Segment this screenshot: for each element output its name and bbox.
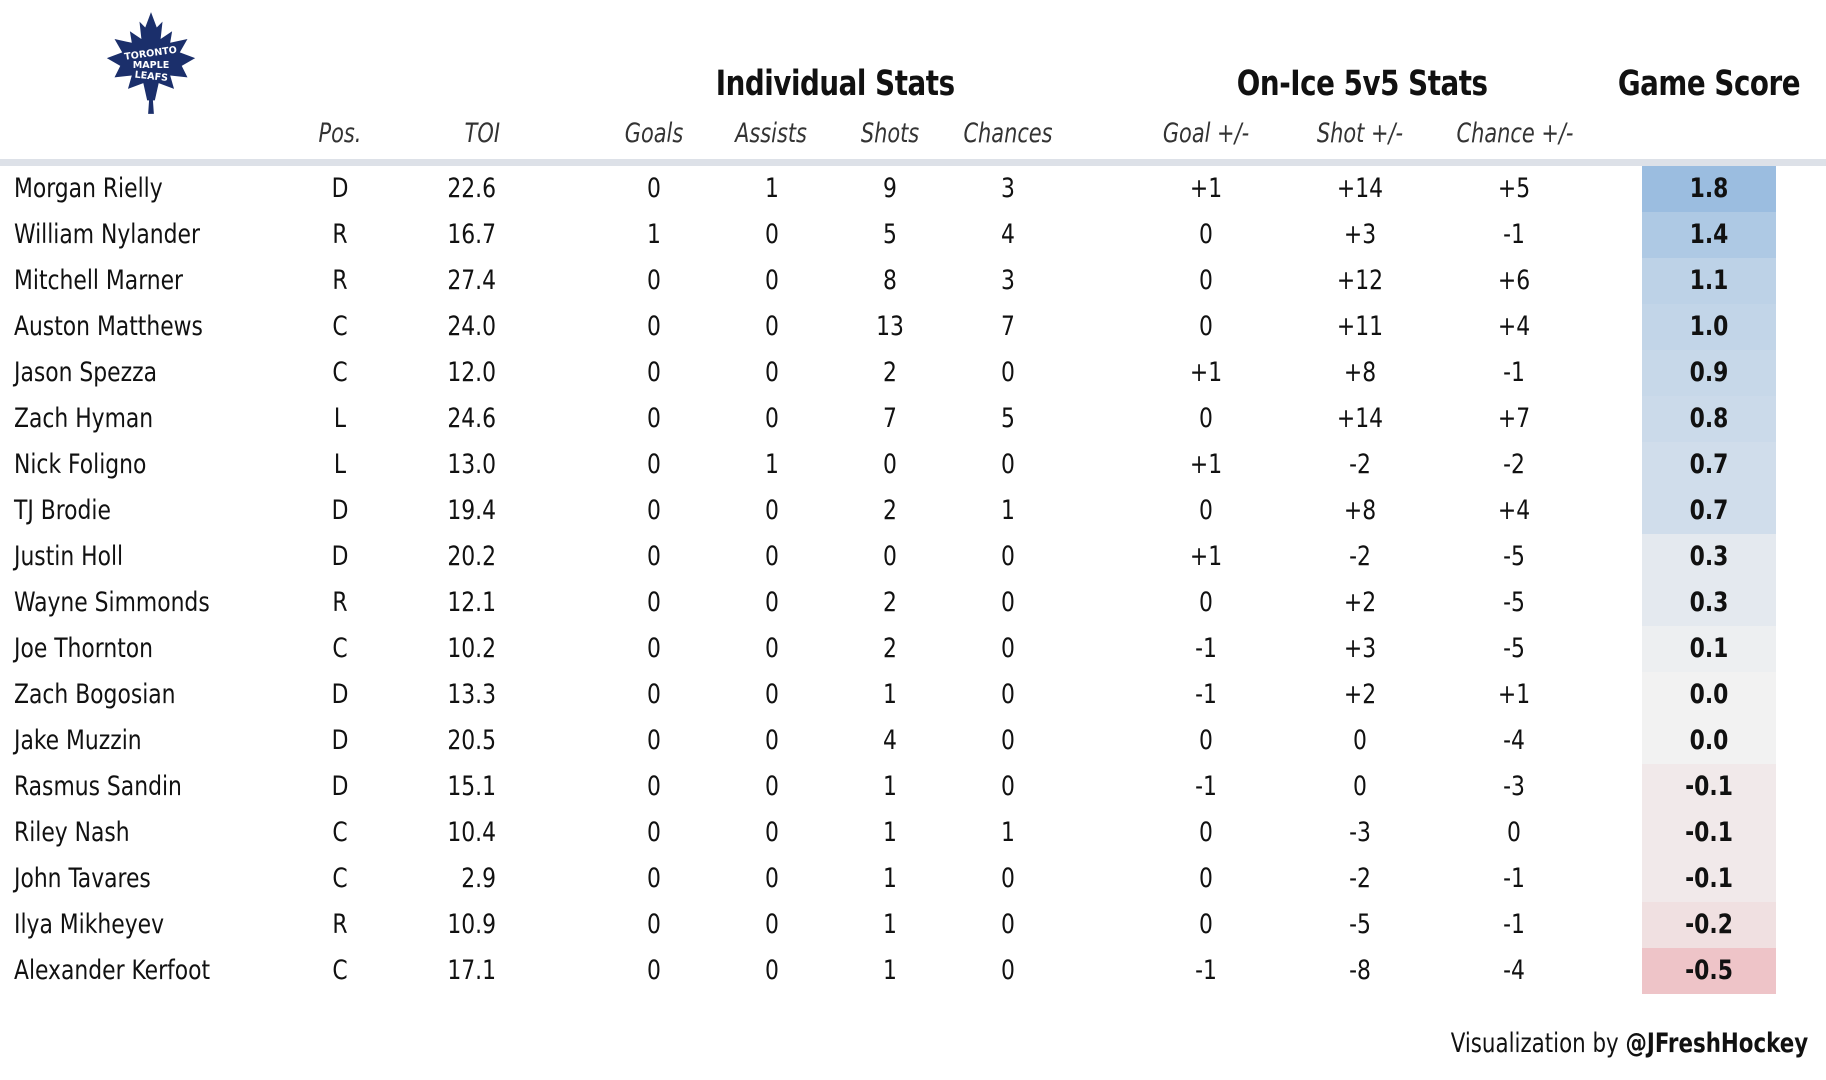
game-score-value: 1.8: [1689, 173, 1729, 204]
cell-shot-pm: +8: [1343, 357, 1377, 388]
cell-shot-pm: +14: [1336, 173, 1384, 204]
cell-pos: D: [331, 495, 349, 526]
cell-assists: 0: [765, 495, 779, 526]
table-row: [0, 948, 1826, 994]
cell-shots: 5: [883, 219, 897, 250]
table-row: [0, 488, 1826, 534]
cell-name: Nick Foligno: [14, 449, 147, 480]
cell-goals: 0: [647, 403, 661, 434]
cell-chance-pm: -5: [1503, 541, 1525, 572]
cell-goals: 0: [647, 863, 661, 894]
cell-assists: 0: [765, 587, 779, 618]
cell-chance-pm: +1: [1497, 679, 1531, 710]
credit-handle: @JFreshHockey: [1625, 1028, 1808, 1059]
cell-chance-pm: -4: [1503, 955, 1525, 986]
cell-chance-pm: +4: [1497, 495, 1531, 526]
cell-chances: 0: [1001, 909, 1015, 940]
table-row: [0, 580, 1826, 626]
table-row: [0, 902, 1826, 948]
cell-assists: 0: [765, 725, 779, 756]
game-score-value: -0.1: [1685, 771, 1733, 802]
cell-goal-pm: 0: [1199, 403, 1213, 434]
cell-assists: 0: [765, 633, 779, 664]
cell-assists: 0: [765, 955, 779, 986]
cell-goal-pm: -1: [1195, 679, 1217, 710]
cell-pos: R: [332, 219, 348, 250]
game-score-value: 1.1: [1689, 265, 1729, 296]
game-score-value: -0.2: [1685, 909, 1733, 940]
cell-goal-pm: -1: [1195, 771, 1217, 802]
cell-goal-pm: -1: [1195, 955, 1217, 986]
cell-shots: 1: [883, 679, 897, 710]
col-header-pos: Pos.: [318, 118, 362, 149]
cell-name: Rasmus Sandin: [14, 771, 182, 802]
cell-assists: 0: [765, 357, 779, 388]
cell-name: Justin Holl: [14, 541, 124, 572]
credit-line: [1451, 1028, 1808, 1059]
cell-assists: 0: [765, 909, 779, 940]
cell-name: Mitchell Marner: [14, 265, 184, 296]
cell-toi: 13.3: [447, 679, 496, 710]
cell-shot-pm: +11: [1336, 311, 1384, 342]
cell-goal-pm: 0: [1199, 725, 1213, 756]
table-row: [0, 534, 1826, 580]
table-row: [0, 672, 1826, 718]
cell-goal-pm: 0: [1199, 863, 1213, 894]
cell-chance-pm: -1: [1503, 909, 1525, 940]
col-header-toi: TOI: [464, 118, 500, 149]
cell-assists: 1: [765, 173, 779, 204]
logo-line-2: MAPLE: [132, 59, 170, 71]
cell-assists: 0: [765, 771, 779, 802]
cell-goals: 0: [647, 449, 661, 480]
cell-shot-pm: +3: [1343, 219, 1377, 250]
cell-shots: 8: [883, 265, 897, 296]
cell-pos: C: [332, 863, 348, 894]
cell-shots: 2: [883, 357, 897, 388]
header-divider: [0, 159, 1826, 166]
cell-assists: 0: [765, 219, 779, 250]
cell-chance-pm: -5: [1503, 633, 1525, 664]
cell-chances: 4: [1001, 219, 1015, 250]
game-score-value: 1.4: [1689, 219, 1729, 250]
cell-shot-pm: -5: [1349, 909, 1371, 940]
table-row: [0, 626, 1826, 672]
cell-goals: 0: [647, 725, 661, 756]
cell-toi: 12.0: [447, 357, 496, 388]
cell-goal-pm: +1: [1189, 541, 1223, 572]
col-header-goal-pm: Goal +/-: [1162, 118, 1250, 149]
table-row: [0, 764, 1826, 810]
cell-chances: 0: [1001, 587, 1015, 618]
cell-goal-pm: 0: [1199, 219, 1213, 250]
cell-pos: D: [331, 173, 349, 204]
game-score-value: 0.3: [1689, 541, 1729, 572]
cell-chance-pm: -1: [1503, 357, 1525, 388]
cell-pos: R: [332, 265, 348, 296]
cell-shot-pm: 0: [1353, 725, 1367, 756]
col-header-shot-pm: Shot +/-: [1316, 118, 1404, 149]
cell-assists: 0: [765, 265, 779, 296]
cell-pos: C: [332, 633, 348, 664]
game-score-value: 0.0: [1689, 679, 1729, 710]
cell-goal-pm: 0: [1199, 311, 1213, 342]
cell-goals: 0: [647, 311, 661, 342]
cell-assists: 0: [765, 541, 779, 572]
cell-name: Riley Nash: [14, 817, 130, 848]
cell-chances: 5: [1001, 403, 1015, 434]
cell-shots: 1: [883, 817, 897, 848]
cell-shot-pm: +8: [1343, 495, 1377, 526]
cell-shots: 4: [883, 725, 897, 756]
cell-pos: C: [332, 311, 348, 342]
cell-shot-pm: +3: [1343, 633, 1377, 664]
cell-chances: 0: [1001, 955, 1015, 986]
game-score-header: Game Score: [1617, 64, 1801, 104]
cell-goals: 0: [647, 955, 661, 986]
maple-leafs-logo: [103, 10, 199, 114]
cell-name: William Nylander: [14, 219, 200, 250]
cell-goal-pm: +1: [1189, 173, 1223, 204]
cell-pos: C: [332, 955, 348, 986]
cell-goals: 0: [647, 495, 661, 526]
cell-toi: 17.1: [447, 955, 496, 986]
table-row: [0, 304, 1826, 350]
cell-shot-pm: -2: [1349, 449, 1371, 480]
cell-goals: 0: [647, 633, 661, 664]
game-score-value: -0.1: [1685, 863, 1733, 894]
cell-chances: 0: [1001, 725, 1015, 756]
cell-chances: 0: [1001, 679, 1015, 710]
cell-name: Jason Spezza: [14, 357, 157, 388]
game-score-value: 0.7: [1689, 495, 1729, 526]
cell-chances: 3: [1001, 173, 1015, 204]
cell-chance-pm: -3: [1503, 771, 1525, 802]
table-row: [0, 718, 1826, 764]
cell-goals: 0: [647, 587, 661, 618]
cell-name: Alexander Kerfoot: [14, 955, 211, 986]
cell-goals: 0: [647, 771, 661, 802]
cell-toi: 13.0: [447, 449, 496, 480]
cell-name: Zach Bogosian: [14, 679, 176, 710]
game-score-value: -0.5: [1685, 955, 1733, 986]
cell-toi: 20.5: [447, 725, 496, 756]
cell-chances: 1: [1001, 495, 1015, 526]
cell-chance-pm: -1: [1503, 219, 1525, 250]
cell-goals: 0: [647, 679, 661, 710]
cell-goal-pm: 0: [1199, 587, 1213, 618]
cell-shot-pm: 0: [1353, 771, 1367, 802]
cell-name: Zach Hyman: [14, 403, 154, 434]
cell-chances: 0: [1001, 771, 1015, 802]
table-row: [0, 856, 1826, 902]
col-header-chance-pm: Chance +/-: [1456, 118, 1574, 149]
game-score-value: -0.1: [1685, 817, 1733, 848]
cell-name: John Tavares: [14, 863, 151, 894]
cell-goal-pm: 0: [1199, 495, 1213, 526]
cell-toi: 2.9: [461, 863, 496, 894]
cell-shots: 2: [883, 633, 897, 664]
cell-goal-pm: 0: [1199, 909, 1213, 940]
cell-shot-pm: +2: [1343, 587, 1377, 618]
cell-toi: 24.0: [447, 311, 496, 342]
cell-chance-pm: -2: [1503, 449, 1525, 480]
cell-shot-pm: -2: [1349, 541, 1371, 572]
cell-shot-pm: -8: [1349, 955, 1371, 986]
cell-goal-pm: -1: [1195, 633, 1217, 664]
cell-goals: 0: [647, 357, 661, 388]
col-header-goals: Goals: [624, 118, 684, 149]
cell-pos: D: [331, 541, 349, 572]
cell-pos: L: [333, 449, 347, 480]
cell-chance-pm: -4: [1503, 725, 1525, 756]
cell-toi: 22.6: [447, 173, 496, 204]
cell-shot-pm: +12: [1336, 265, 1384, 296]
cell-name: Morgan Rielly: [14, 173, 163, 204]
cell-shot-pm: -3: [1349, 817, 1371, 848]
cell-name: Joe Thornton: [14, 633, 154, 664]
table-row: [0, 810, 1826, 856]
cell-toi: 10.4: [447, 817, 496, 848]
game-score-value: 0.9: [1689, 357, 1729, 388]
cell-goal-pm: 0: [1199, 265, 1213, 296]
cell-pos: L: [333, 403, 347, 434]
cell-pos: R: [332, 909, 348, 940]
col-header-assists: Assists: [735, 118, 807, 149]
cell-assists: 0: [765, 817, 779, 848]
cell-assists: 0: [765, 311, 779, 342]
game-score-value: 0.8: [1689, 403, 1729, 434]
cell-shots: 0: [883, 449, 897, 480]
cell-name: Ilya Mikheyev: [14, 909, 165, 940]
cell-assists: 0: [765, 863, 779, 894]
cell-name: Auston Matthews: [14, 311, 203, 342]
onice-stats-header: On-Ice 5v5 Stats: [1236, 64, 1488, 104]
cell-shots: 13: [876, 311, 904, 342]
cell-chance-pm: +5: [1497, 173, 1531, 204]
cell-toi: 10.2: [447, 633, 496, 664]
cell-pos: C: [332, 357, 348, 388]
cell-chance-pm: 0: [1507, 817, 1521, 848]
cell-shot-pm: +2: [1343, 679, 1377, 710]
col-header-chances: Chances: [963, 118, 1053, 149]
cell-toi: 12.1: [447, 587, 496, 618]
table-row: [0, 258, 1826, 304]
cell-chance-pm: +4: [1497, 311, 1531, 342]
game-score-value: 0.3: [1689, 587, 1729, 618]
cell-shot-pm: -2: [1349, 863, 1371, 894]
cell-shots: 0: [883, 541, 897, 572]
cell-assists: 1: [765, 449, 779, 480]
cell-shot-pm: +14: [1336, 403, 1384, 434]
cell-assists: 0: [765, 679, 779, 710]
table-row: [0, 212, 1826, 258]
cell-chances: 0: [1001, 541, 1015, 572]
cell-goal-pm: +1: [1189, 449, 1223, 480]
cell-name: Jake Muzzin: [14, 725, 142, 756]
cell-name: TJ Brodie: [14, 495, 111, 526]
logo-line-3: LEAFS: [134, 69, 169, 85]
cell-chances: 0: [1001, 633, 1015, 664]
logo-line-1: TORONTO: [123, 44, 178, 63]
cell-toi: 16.7: [447, 219, 496, 250]
cell-toi: 15.1: [447, 771, 496, 802]
cell-shots: 9: [883, 173, 897, 204]
cell-chances: 0: [1001, 449, 1015, 480]
game-score-value: 0.1: [1689, 633, 1729, 664]
cell-pos: D: [331, 679, 349, 710]
cell-toi: 27.4: [447, 265, 496, 296]
table-row: [0, 166, 1826, 212]
cell-chances: 0: [1001, 863, 1015, 894]
cell-chances: 1: [1001, 817, 1015, 848]
table-row: [0, 350, 1826, 396]
cell-goals: 1: [647, 219, 661, 250]
cell-chance-pm: +7: [1497, 403, 1531, 434]
cell-chance-pm: +6: [1497, 265, 1531, 296]
cell-toi: 20.2: [447, 541, 496, 572]
cell-goals: 0: [647, 909, 661, 940]
game-score-value: 1.0: [1689, 311, 1729, 342]
cell-chances: 3: [1001, 265, 1015, 296]
cell-shots: 1: [883, 955, 897, 986]
cell-pos: C: [332, 817, 348, 848]
cell-chances: 0: [1001, 357, 1015, 388]
credit-prefix: Visualization by: [1450, 1028, 1626, 1059]
cell-goals: 0: [647, 173, 661, 204]
cell-shots: 1: [883, 771, 897, 802]
cell-pos: D: [331, 725, 349, 756]
game-score-value: 0.7: [1689, 449, 1729, 480]
cell-pos: R: [332, 587, 348, 618]
cell-toi: 24.6: [447, 403, 496, 434]
cell-shots: 1: [883, 863, 897, 894]
cell-goals: 0: [647, 541, 661, 572]
cell-chance-pm: -5: [1503, 587, 1525, 618]
cell-assists: 0: [765, 403, 779, 434]
cell-goals: 0: [647, 817, 661, 848]
cell-goal-pm: 0: [1199, 817, 1213, 848]
cell-chance-pm: -1: [1503, 863, 1525, 894]
individual-stats-header: Individual Stats: [715, 64, 955, 104]
cell-shots: 2: [883, 587, 897, 618]
cell-shots: 7: [883, 403, 897, 434]
cell-shots: 2: [883, 495, 897, 526]
cell-chances: 7: [1001, 311, 1015, 342]
table-row: [0, 396, 1826, 442]
cell-toi: 19.4: [447, 495, 496, 526]
game-score-value: 0.0: [1689, 725, 1729, 756]
cell-goals: 0: [647, 265, 661, 296]
col-header-shots: Shots: [860, 118, 920, 149]
cell-shots: 1: [883, 909, 897, 940]
cell-name: Wayne Simmonds: [14, 587, 210, 618]
table-row: [0, 442, 1826, 488]
cell-goal-pm: +1: [1189, 357, 1223, 388]
cell-pos: D: [331, 771, 349, 802]
cell-toi: 10.9: [447, 909, 496, 940]
